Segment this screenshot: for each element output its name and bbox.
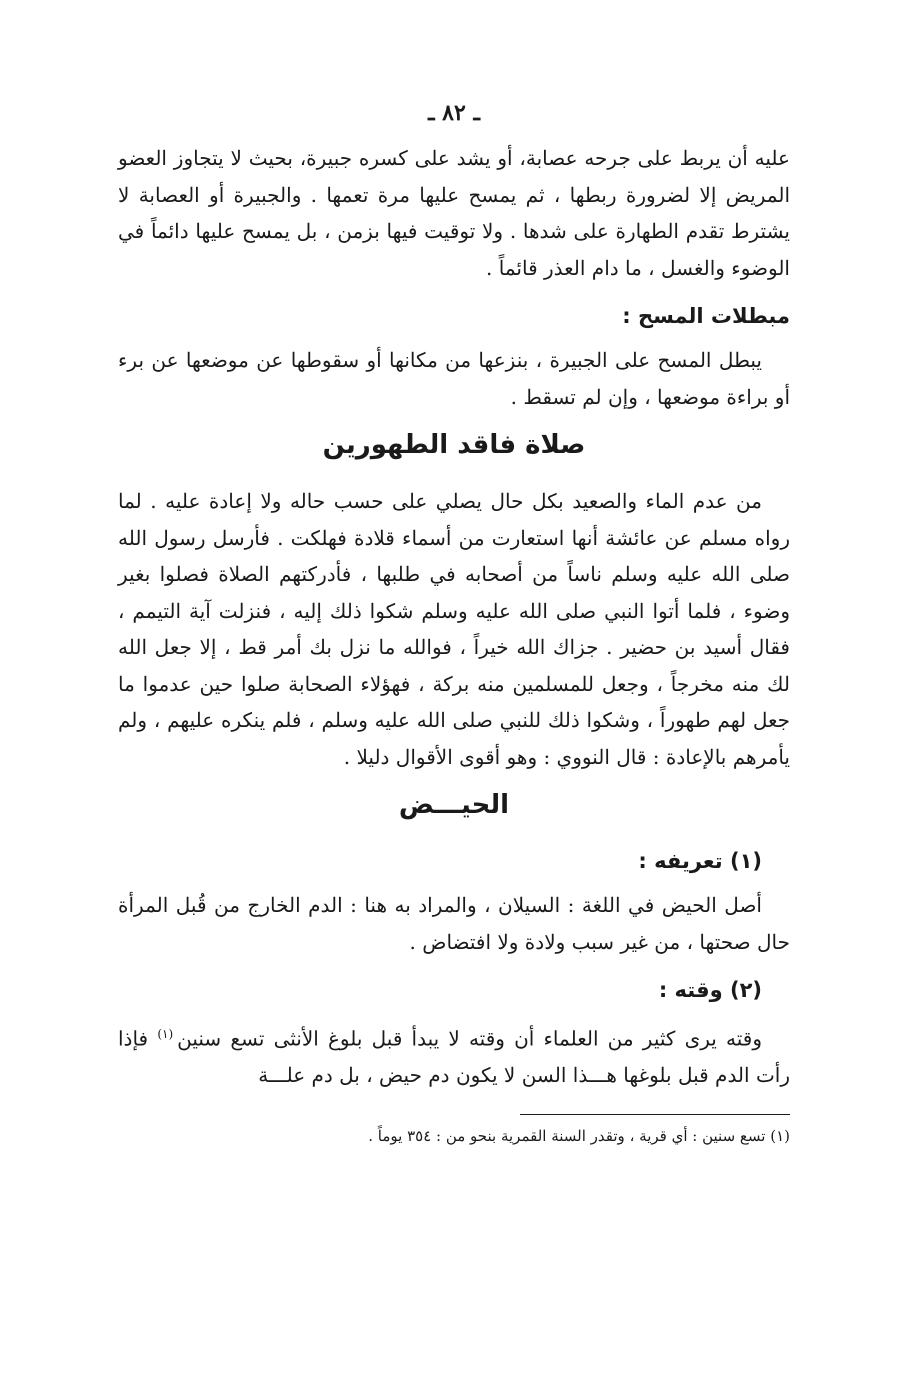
time-paragraph [118,1016,790,1094]
intro-paragraph: عليه أن يربط على جرحه عصابة، أو يشد على كسره جبيرة، بحيث لا يتجاوز العضو المريض إلا لضرورة ربطها ، ثم يمسح عليها مرة تعمها . والجبيرة أو العصابة لا يشترط تقدم الطهارة على شدها . ولا توقيت فيها بزمن ، بل يمسح عليها دائماً في الوضوء والغسل ، ما دام العذر قائماً . [118,146,790,280]
time-paragraph-continuation: فإذا رأت الدم قبل بلوغها هـــذا السن لا يكون دم حيض ، بل دم علـــة [118,1026,790,1088]
book-page [118,100,790,1149]
nullifiers-heading: مبطلات المسح : [622,304,790,328]
footnote-marker: (١) [157,1027,174,1041]
time-heading: (٢) وقته : [658,978,762,1002]
page-number: ـ ٨٢ ـ [428,100,480,126]
footnote: (١) تسع سنين : أي قرية ، وتقدر السنة القمرية بنحو من : ٣٥٤ يوماً . [368,1126,790,1145]
nullifiers-paragraph: يبطل المسح على الجبيرة ، بنزعها من مكانها أو سقوطها عن موضعها عن برء أو براءة موضعها ، وإن لم تسقط . [118,348,790,409]
section-title-menstruation: الحيـــض [398,790,510,820]
time-paragraph-text: وقته يرى كثير من العلماء أن وقته لا يبدأ قبل بلوغ الأنثى تسع سنين [177,1026,763,1051]
definition-heading: (١) تعريفه : [638,849,762,873]
footnote-divider [520,1114,790,1115]
definition-paragraph: أصل الحيض في اللغة : السيلان ، والمراد به هنا : الدم الخارج من قُبل المرأة حال صحتها ، من غير سبب ولادة ولا افتضاض . [118,893,790,954]
section-title-purifiers: صلاة فاقد الطهورين [322,430,586,460]
section-paragraph-purifiers: من عدم الماء والصعيد بكل حال يصلي على حسب حاله ولا إعادة عليه . لما رواه مسلم عن عائشة أنها استعارت من أسماء قلادة فهلكت . فأرسل رسول الله صلى الله عليه وسلم ناساً من أصحابه في طلبها ، فأدركتهم الصلاة فصلوا بغير وضوء ، فلما أتوا النبي صلى الله عليه وسلم شكوا ذلك إليه ، فنزلت آية التيمم ، فقال أسيد بن حضير . جزاك الله خيراً ، فوالله ما نزل بك أمر قط ، إلا جعل الله لك منه مخرجاً ، وجعل للمسلمين منه بركة ، فهؤلاء الصحابة صلوا حين عدموا ما جعل لهم طهوراً ، وشكوا ذلك للنبي صلى الله عليه وسلم ، فلم ينكره عليهم ، ولم يأمرهم بالإعادة : قال النووي : وهو أقوى الأقوال دليلا . [118,489,790,769]
